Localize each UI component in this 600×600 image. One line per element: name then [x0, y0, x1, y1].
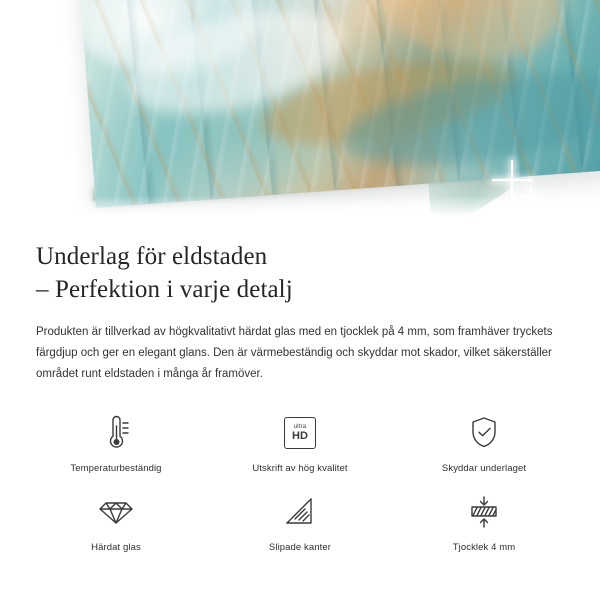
feature-item-temperature [24, 411, 208, 474]
thickness-icon [456, 490, 512, 534]
hero-image-inner [0, 0, 600, 222]
page-title-line-2: – Perfektion i varje detalj [36, 276, 293, 303]
feature-label: Temperaturbeständig [70, 463, 162, 474]
ultra-hd-icon [272, 411, 328, 455]
page-title [36, 240, 564, 306]
feature-label: Slipade kanter [268, 542, 332, 553]
shield-check-icon [456, 411, 512, 455]
thermometer-icon [88, 411, 144, 455]
feature-label: Skyddar underlaget [441, 463, 527, 474]
feature-item-tempered-glass [24, 490, 208, 553]
feature-item-thickness [392, 490, 576, 553]
ultra-hd-badge-top: ultra [293, 424, 307, 430]
ultra-hd-badge [284, 417, 316, 449]
feature-item-polished-edges [208, 490, 392, 553]
feature-item-protection [392, 411, 576, 474]
diamond-icon [88, 490, 144, 534]
feature-label: Tjocklek 4 mm [452, 542, 516, 553]
hero-bottom-fade [0, 196, 600, 222]
feature-grid [0, 411, 600, 553]
description-paragraph: Produkten är tillverkad av högkvalitativt härdat glas med en tjocklek på 4 mm, som framhäver tryckets färgdjup och ger en elegant glans. Den är värmebeständig och skyddar mot skador, vilket säkerställer området runt eldstaden i många år framöver. [36, 326, 553, 380]
hero-image [0, 0, 600, 222]
feature-item-print-quality [208, 411, 392, 474]
page-title-line-1: Underlag för eldstaden [36, 243, 268, 270]
feature-label: Härdat glas [91, 542, 141, 553]
ultra-hd-badge-bottom: HD [292, 430, 308, 442]
description-section [0, 222, 600, 385]
feature-label: Utskrift av hög kvalitet [252, 463, 348, 474]
polished-edges-icon [272, 490, 328, 534]
